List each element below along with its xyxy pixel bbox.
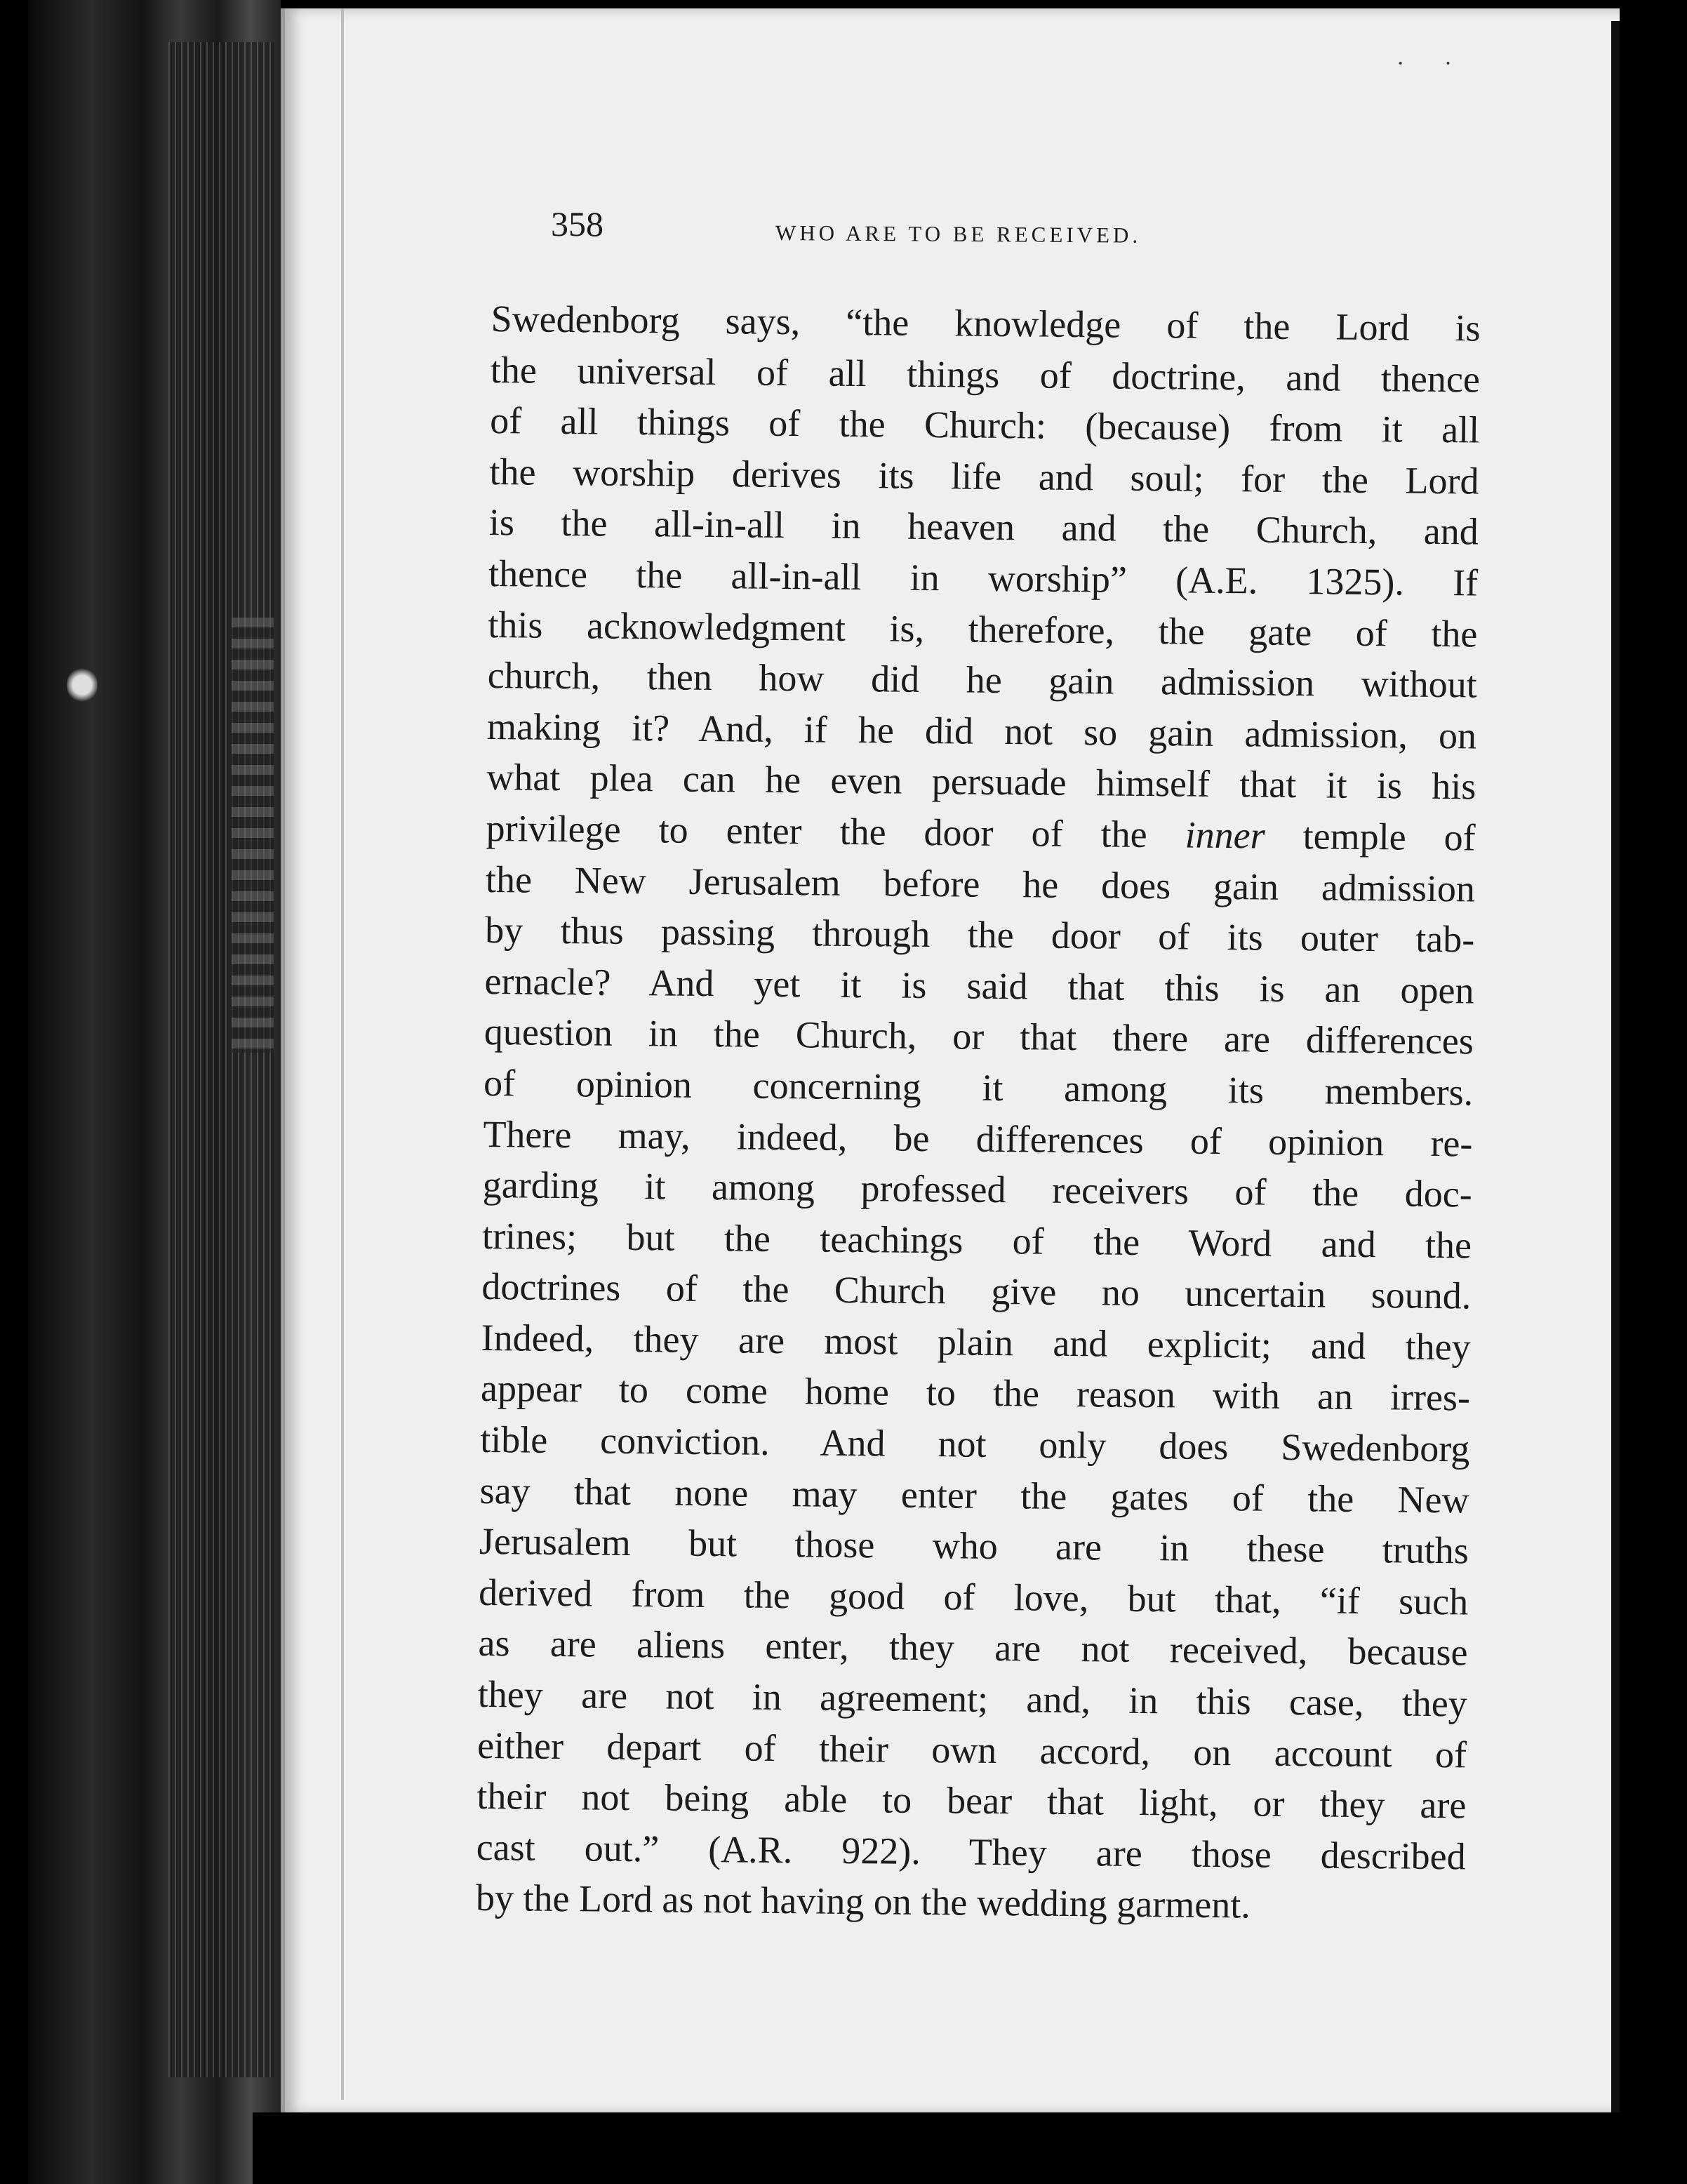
text-line: of opinion concerning it among its members.	[483, 1061, 1474, 1114]
text-line: they are not in agreement; and, in this case, they	[477, 1672, 1468, 1725]
spine-mark	[232, 618, 274, 1053]
text-line: as are aliens enter, they are not received, because	[478, 1622, 1468, 1674]
page-right-border	[1611, 21, 1620, 2119]
text-line: trines; but the teachings of the Word and the	[481, 1214, 1472, 1267]
text-line: what plea can he even persuade himself that it is his	[486, 756, 1476, 808]
running-head: WHO ARE TO BE RECEIVED.	[775, 220, 1142, 248]
text-line: Swedenborg says, “the knowledge of the Lord is	[491, 297, 1481, 349]
text-line-tail: temple of	[1265, 814, 1476, 859]
text-line: There may, indeed, be differences of opinion re-	[483, 1112, 1473, 1164]
text-line: cast out.” (A.R. 922). They are those described	[476, 1825, 1466, 1878]
italic-word: inner	[1185, 813, 1265, 857]
scan-background-right	[1620, 0, 1687, 2184]
text-line: derived from the good of love, but that, “if such	[478, 1571, 1469, 1623]
text-line: the worship derives its life and soul; for the Lord	[489, 450, 1479, 502]
text-line: making it? And, if he did not so gain admission, on	[486, 705, 1477, 757]
text-line: by thus passing through the door of its outer tab-	[485, 909, 1475, 961]
text-line: say that none may enter the gates of the New	[479, 1469, 1469, 1522]
text-line: church, then how did he gain admission without	[487, 654, 1477, 706]
book-page-edges	[28, 0, 281, 2184]
page-edge-lines	[168, 42, 274, 2077]
text-line: the universal of all things of doctrine, and thence	[490, 348, 1481, 401]
text-line-head: privilege to enter the door of the	[486, 806, 1147, 855]
text-line: Indeed, they are most plain and explicit; and they	[481, 1316, 1471, 1369]
text-line: of all things of the Church: (because) from it all	[489, 399, 1480, 451]
text-line: garding it among professed receivers of the doc-	[482, 1164, 1473, 1216]
page-number: 358	[551, 204, 604, 244]
text-line: question in the Church, or that there are differences	[484, 1011, 1474, 1063]
page-gutter-rule	[341, 8, 344, 2100]
text-line: their not being able to bear that light, or they are	[476, 1775, 1467, 1827]
text-line-last: by the Lord as not having on the wedding garment.	[475, 1877, 1251, 1926]
scan-background-bottom	[253, 2112, 1621, 2184]
text-line: Jerusalem but those who are in these truths	[479, 1520, 1469, 1572]
text-line: ernacle? And yet it is said that this is an open	[484, 959, 1474, 1012]
scan-marks: · ·	[1396, 51, 1469, 76]
text-line: appear to come home to the reason with an irres-	[480, 1367, 1471, 1419]
body-text	[476, 293, 1481, 1933]
text-line: tible conviction. And not only does Swedenborg	[480, 1418, 1470, 1470]
page-header	[551, 204, 1463, 260]
text-line: thence the all-in-all in worship” (A.E. 1325). If	[488, 552, 1479, 604]
text-line: either depart of their own accord, on account of	[476, 1724, 1467, 1776]
text-line-italic	[486, 803, 1476, 863]
text-line: the New Jerusalem before he does gain admission	[485, 858, 1476, 910]
text-line: this acknowledgment is, therefore, the gate of the	[488, 603, 1478, 655]
scan-speck	[67, 667, 98, 703]
text-line: is the all-in-all in heaven and the Church, and	[488, 501, 1479, 553]
text-line: doctrines of the Church give no uncertain sound.	[481, 1265, 1472, 1317]
